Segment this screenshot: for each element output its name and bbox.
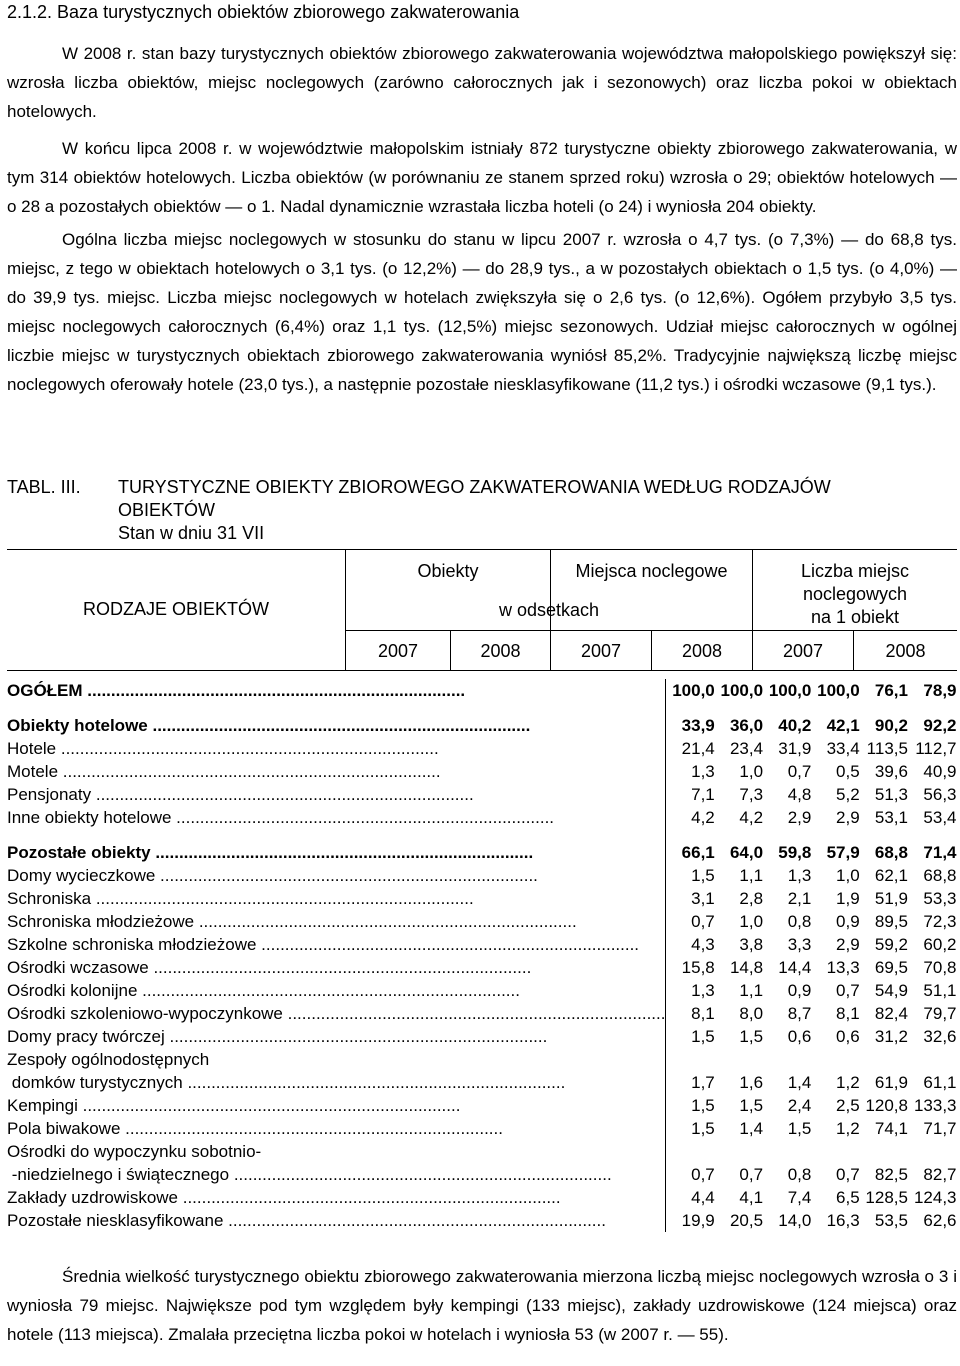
header-col-liczba-2: noclegowych (802, 584, 908, 604)
cell-value: 90,2 (874, 716, 908, 735)
cell-value: 1,5 (691, 866, 715, 885)
row-label (7, 1140, 666, 1163)
table-row (7, 1117, 957, 1140)
table-row (7, 760, 957, 783)
cell-value: 2,5 (836, 1096, 860, 1115)
table-row (7, 714, 957, 737)
cell-value: 3,1 (691, 889, 715, 908)
header-row-label: RODZAJE OBIEKTÓW (82, 599, 269, 619)
cell-value: 1,2 (836, 1119, 860, 1138)
table-row (7, 1140, 957, 1163)
row-label-text: Szkolne schroniska młodzieżowe (7, 935, 257, 954)
cell-value: 1,0 (739, 912, 764, 931)
row-label-text: domków turystycznych (7, 1073, 183, 1092)
row-label (7, 841, 666, 864)
cell-value: 8,1 (691, 1004, 715, 1023)
cell-value: 112,7 (915, 739, 957, 758)
row-label-text: Ośrodki kolonijne (7, 981, 138, 1000)
cell-value: 1,2 (836, 1073, 860, 1092)
row-label-text: Domy wycieczkowe (7, 866, 156, 885)
cell-value: 1,5 (691, 1027, 715, 1046)
cell-value: 82,5 (874, 1165, 908, 1184)
leader-dots: ................................................................................ (148, 958, 532, 977)
cell-value: 39,6 (874, 762, 908, 781)
cell-value: 15,8 (681, 958, 715, 977)
row-label-text: Inne obiekty hotelowe (7, 808, 172, 827)
cell-value: 100,0 (672, 681, 715, 700)
row-label (7, 737, 666, 760)
table-spacer-row (7, 702, 957, 714)
header-col-liczba-1: Liczba miejsc (800, 561, 910, 581)
cell-value: 72,3 (923, 912, 957, 931)
cell-value: 61,9 (874, 1073, 908, 1092)
cell-value: 61,1 (923, 1073, 957, 1092)
cell-value: 70,8 (923, 958, 957, 977)
cell-value: 20,5 (729, 1211, 764, 1230)
cell-value: 133,3 (913, 1096, 957, 1115)
cell-value: 8,0 (739, 1004, 764, 1023)
header-year-4: 2008 (681, 641, 723, 661)
intro-paragraph-3: Ogólna liczba miejsc noclegowych w stosunku do stanu w lipcu 2007 r. wzrosła o 4,7 tys. (o 7,3%) — do 68,8 tys. miejsc, z tego w obiektach hotelowych o 3,1 tys. (o 12,2%) — do 28,9 tys., a w pozostałych obiektach o 1,5 tys. (o 4,0%) — do 39,9 tys. miejsc. Liczba miejsc noclegowych w hotelach zwiększyła się o 2,6 tys. (o 12,6%). Ogółem przybyło 3,5 tys. miejsc noclegowych całorocznych (6,4%) oraz 1,1 tys. (12,5%) miejsc sezonowych. Udział miejsc całorocznych w ogólnej liczbie miejsc w turystycznych obiektach zbiorowego zakwaterowania wyniósł 85,2%. Tradycyjnie największą liczbę miejsc noclegowych oferowały hotele (23,0 tys.), a następnie pozostałe niesklasyfikowane (11,2 tys.) i ośrodki wczasowe (9,1 tys.). (7, 230, 957, 394)
cell-value: 1,5 (691, 1119, 715, 1138)
table-row (7, 910, 957, 933)
cell-value: 51,9 (874, 889, 908, 908)
header-top-rule (7, 549, 957, 550)
data-table (7, 679, 957, 1232)
cell-value: 40,2 (778, 716, 812, 735)
cell-value: 31,2 (874, 1027, 908, 1046)
row-label-text: OGÓŁEM (7, 681, 83, 700)
leader-dots: ................................................................................ (56, 739, 439, 758)
cell-value: 68,8 (923, 866, 957, 885)
cell-value: 100,0 (768, 681, 812, 700)
leader-dots: ................................................................................ (194, 912, 577, 931)
cell-value: 0,6 (787, 1027, 812, 1046)
leader-dots: ................................................................................ (120, 1119, 503, 1138)
cell-value: 82,4 (874, 1004, 908, 1023)
leader-dots: ................................................................................ (155, 866, 538, 885)
cell-value: 4,2 (739, 808, 764, 827)
cell-value: 14,0 (778, 1211, 812, 1230)
cell-value: 68,8 (874, 843, 908, 862)
cell-value (763, 1140, 811, 1163)
cell-value: 53,4 (923, 808, 957, 827)
cell-value: 100,0 (817, 681, 860, 700)
cell-value: 2,9 (836, 808, 860, 827)
table-title-line-3: Stan w dniu 31 VII (118, 523, 265, 543)
cell-value (811, 1048, 859, 1071)
table-row (7, 1048, 957, 1071)
row-label (7, 1117, 666, 1140)
cell-value: 7,1 (691, 785, 715, 804)
cell-value: 100,0 (720, 681, 764, 700)
table-title-line-1: TURYSTYCZNE OBIEKTY ZBIOROWEGO ZAKWATEROWANIA WEDŁUG RODZAJÓW (118, 477, 831, 497)
footer-text (7, 1262, 957, 1349)
row-label-text: Ośrodki do wypoczynku sobotnio- (7, 1142, 262, 1161)
cell-value: 51,1 (923, 981, 957, 1000)
table-row (7, 841, 957, 864)
leader-dots: ................................................................................ (91, 785, 474, 804)
cell-value: 1,5 (739, 1027, 764, 1046)
cell-value: 1,1 (739, 866, 764, 885)
leader-dots: ................................................................................ (137, 981, 520, 1000)
cell-value: 71,4 (923, 843, 957, 862)
cell-value: 1,7 (691, 1073, 715, 1092)
cell-value (908, 1048, 957, 1071)
table-row (7, 1071, 957, 1094)
cell-value: 8,1 (836, 1004, 860, 1023)
row-label (7, 760, 666, 783)
cell-value: 5,2 (836, 785, 860, 804)
cell-value (715, 1048, 763, 1071)
cell-value: 0,6 (836, 1027, 860, 1046)
cell-value: 40,9 (923, 762, 957, 781)
cell-value: 62,6 (923, 1211, 957, 1230)
leader-dots: ................................................................................ (77, 1096, 461, 1115)
row-label-text: Pozostałe obiekty (7, 843, 151, 862)
cell-value: 128,5 (865, 1188, 908, 1207)
cell-value (666, 1140, 715, 1163)
cell-value: 7,4 (787, 1188, 812, 1207)
intro-text (7, 39, 957, 399)
header-year-3: 2007 (580, 641, 622, 661)
cell-value: 0,9 (787, 981, 812, 1000)
cell-value (860, 1140, 908, 1163)
cell-value (860, 1048, 908, 1071)
cell-value: 62,1 (874, 866, 908, 885)
cell-value (715, 1140, 763, 1163)
cell-value: 74,1 (874, 1119, 908, 1138)
cell-value: 2,9 (836, 935, 860, 954)
row-label (7, 910, 666, 933)
table-row (7, 1094, 957, 1117)
cell-value: 113,5 (866, 739, 908, 758)
cell-value: 0,7 (787, 762, 812, 781)
row-label-text: -niedzielnego i świątecznego (7, 1165, 230, 1184)
cell-value: 33,4 (826, 739, 860, 758)
cell-value: 54,9 (874, 981, 908, 1000)
header-bottom-rule (7, 670, 957, 671)
cell-value: 2,9 (787, 808, 812, 827)
cell-value: 2,8 (739, 889, 764, 908)
cell-value: 1,5 (787, 1119, 812, 1138)
cell-value: 16,3 (826, 1211, 860, 1230)
row-label-text: Kempingi (7, 1096, 78, 1115)
row-label-text: Zakłady uzdrowiskowe (7, 1188, 179, 1207)
leader-dots: ................................................................................ (58, 762, 441, 781)
cell-value: 1,0 (836, 866, 860, 885)
cell-value: 4,1 (739, 1188, 764, 1207)
leader-dots: ................................................................................ (171, 808, 555, 827)
table-spacer-row (7, 829, 957, 841)
cell-value: 4,4 (691, 1188, 715, 1207)
cell-value: 0,8 (787, 912, 812, 931)
row-label-text: Ośrodki wczasowe (7, 958, 149, 977)
leader-dots: ................................................................................ (178, 1188, 561, 1207)
cell-value: 59,2 (874, 935, 908, 954)
cell-value: 89,5 (874, 912, 908, 931)
cell-value: 2,1 (787, 889, 812, 908)
cell-value: 53,3 (923, 889, 957, 908)
cell-value: 0,7 (836, 981, 860, 1000)
cell-value: 6,5 (836, 1188, 860, 1207)
cell-value: 0,7 (691, 1165, 715, 1184)
table-row (7, 806, 957, 829)
cell-value: 21,4 (681, 739, 715, 758)
table-row (7, 1002, 957, 1025)
row-label (7, 1048, 666, 1071)
leader-dots: ................................................................................ (82, 681, 466, 700)
row-label-text: Pozostałe niesklasyfikowane (7, 1211, 224, 1230)
row-label (7, 1209, 666, 1232)
section-title: 2.1.2. Baza turystycznych obiektów zbiorowego zakwaterowania (7, 2, 520, 22)
row-label (7, 806, 666, 829)
cell-value (666, 1048, 715, 1071)
table-title-line-2: OBIEKTÓW (118, 500, 216, 520)
cell-value: 82,7 (923, 1165, 957, 1184)
table-row (7, 1025, 957, 1048)
row-label-text: Zespoły ogólnodostępnych (7, 1050, 210, 1069)
cell-value: 0,8 (787, 1165, 812, 1184)
cell-value: 7,3 (739, 785, 764, 804)
cell-value: 0,7 (691, 912, 715, 931)
table-row (7, 1186, 957, 1209)
leader-dots: ................................................................................ (229, 1165, 612, 1184)
table-row (7, 1163, 957, 1186)
row-label (7, 714, 666, 737)
header-unit: w odsetkach (498, 600, 600, 620)
cell-value: 1,5 (739, 1096, 764, 1115)
row-label-text: Schroniska (7, 889, 92, 908)
cell-value: 1,3 (691, 762, 715, 781)
row-label (7, 679, 666, 702)
cell-value: 76,1 (874, 681, 908, 700)
cell-value: 4,2 (691, 808, 715, 827)
header-year-6: 2008 (885, 641, 926, 661)
table-title (118, 476, 948, 545)
cell-value: 42,1 (826, 716, 860, 735)
cell-value: 1,0 (739, 762, 764, 781)
row-label (7, 1002, 666, 1025)
header-col-liczba-3: na 1 obiekt (810, 607, 900, 627)
row-label-text: Motele (7, 762, 59, 781)
header-year-1: 2007 (377, 641, 419, 661)
cell-value: 124,3 (913, 1188, 957, 1207)
row-label (7, 864, 666, 887)
cell-value: 53,1 (874, 808, 908, 827)
cell-value: 51,3 (874, 785, 908, 804)
row-label (7, 783, 666, 806)
cell-value: 1,6 (739, 1073, 764, 1092)
header-year-2: 2008 (480, 641, 521, 661)
header-col-obiekty: Obiekty (417, 561, 479, 581)
table-row (7, 979, 957, 1002)
intro-paragraph-2: W końcu lipca 2008 r. w województwie małopolskim istniały 872 turystyczne obiekty zbiorowego zakwaterowania, w tym 314 obiektów hotelowych. Liczba obiektów (w porównaniu ze stanem sprzed roku) wzrosła o 29; obiektów hotelowych — o 28 a pozostałych obiektów — o 1. Nadal dynamicznie wzrastała liczba hoteli (o 24) i wyniosła 204 obiekty. (7, 139, 957, 216)
header-col-miejsca: Miejsca noclegowe (575, 561, 728, 581)
intro-paragraph-1: W 2008 r. stan bazy turystycznych obiektów zbiorowego zakwaterowania województwa małopolskiego powiększył się: wzrosła liczba obiektów, miejsc noclegowych (zarówno całorocznych jak i sezonowych) oraz liczba pokoi w obiektach hotelowych. (7, 44, 957, 121)
table-row (7, 864, 957, 887)
table-row (7, 956, 957, 979)
leader-dots: ................................................................................ (182, 1073, 566, 1092)
cell-value: 1,5 (691, 1096, 715, 1115)
header-year-5: 2007 (782, 641, 824, 661)
cell-value: 71,7 (923, 1119, 957, 1138)
cell-value: 14,4 (778, 958, 812, 977)
leader-dots: ................................................................................ (223, 1211, 606, 1230)
cell-value: 0,7 (836, 1165, 860, 1184)
row-label-text: Obiekty hotelowe (7, 716, 148, 735)
table-row (7, 933, 957, 956)
cell-value: 57,9 (826, 843, 860, 862)
cell-value: 0,5 (836, 762, 860, 781)
cell-value: 59,8 (778, 843, 812, 862)
cell-value: 0,7 (739, 1165, 764, 1184)
cell-value: 23,4 (729, 739, 764, 758)
cell-value: 66,1 (681, 843, 715, 862)
cell-value: 36,0 (729, 716, 764, 735)
cell-value: 53,5 (874, 1211, 908, 1230)
cell-value: 4,3 (691, 935, 715, 954)
table-row (7, 1209, 957, 1232)
row-label-text: Domy pracy twórczej (7, 1027, 165, 1046)
row-label (7, 1094, 666, 1117)
table-row (7, 737, 957, 760)
leader-dots: ................................................................................ (164, 1027, 548, 1046)
table-label: TABL. III. (7, 477, 81, 497)
cell-value: 13,3 (826, 958, 860, 977)
cell-value: 31,9 (778, 739, 812, 758)
row-label-text: Ośrodki szkoleniowo-wypoczynkowe (7, 1004, 283, 1023)
cell-value: 3,3 (787, 935, 812, 954)
table-row (7, 887, 957, 910)
cell-value (763, 1048, 811, 1071)
cell-value: 1,4 (787, 1073, 812, 1092)
cell-value: 33,9 (681, 716, 715, 735)
cell-value: 69,5 (874, 958, 908, 977)
row-label-text: Pola biwakowe (7, 1119, 121, 1138)
cell-value: 1,1 (739, 981, 764, 1000)
cell-value: 56,3 (923, 785, 957, 804)
cell-value: 1,4 (739, 1119, 764, 1138)
leader-dots: ................................................................................ (150, 843, 534, 862)
row-label (7, 956, 666, 979)
cell-value (908, 1140, 957, 1163)
footer-paragraph: Średnia wielkość turystycznego obiektu zbiorowego zakwaterowania mierzona liczbą miejsc noclegowych wzrosła o 3 i wyniosła 79 miejsc. Największe pod tym względem były kempingi (133 miejsc), zakłady uzdrowiskowe (124 miejsca) oraz hotele (113 miejsca). Zmalała przeciętna liczba pokoi w hotelach i wyniosła 53 (w 2007 r. — 55). (7, 1267, 957, 1344)
row-label (7, 979, 666, 1002)
cell-value: 64,0 (729, 843, 764, 862)
cell-value: 14,8 (729, 958, 764, 977)
cell-value: 1,3 (787, 866, 812, 885)
leader-dots: ................................................................................ (91, 889, 474, 908)
row-label (7, 933, 666, 956)
row-label (7, 1071, 666, 1094)
cell-value: 2,4 (787, 1096, 812, 1115)
cell-value: 120,8 (865, 1096, 908, 1115)
cell-value: 32,6 (923, 1027, 957, 1046)
cell-value: 1,9 (836, 889, 860, 908)
row-label-text: Schroniska młodzieżowe (7, 912, 195, 931)
cell-value (811, 1140, 859, 1163)
leader-dots: ................................................................................ (282, 1004, 666, 1023)
cell-value: 3,8 (739, 935, 764, 954)
cell-value: 60,2 (923, 935, 957, 954)
row-label (7, 1186, 666, 1209)
cell-value: 0,9 (836, 912, 860, 931)
cell-value: 1,3 (691, 981, 715, 1000)
cell-value: 4,8 (787, 785, 812, 804)
row-label (7, 887, 666, 910)
row-label (7, 1025, 666, 1048)
row-label-text: Hotele (7, 739, 57, 758)
table-row (7, 783, 957, 806)
cell-value: 19,9 (681, 1211, 715, 1230)
leader-dots: ................................................................................ (147, 716, 531, 735)
cell-value: 8,7 (787, 1004, 812, 1023)
cell-value: 78,9 (923, 681, 957, 700)
cell-value: 79,7 (923, 1004, 957, 1023)
row-label (7, 1163, 666, 1186)
row-label-text: Pensjonaty (7, 785, 92, 804)
table-row (7, 679, 957, 702)
cell-value: 92,2 (923, 716, 957, 735)
leader-dots: ................................................................................ (256, 935, 640, 954)
